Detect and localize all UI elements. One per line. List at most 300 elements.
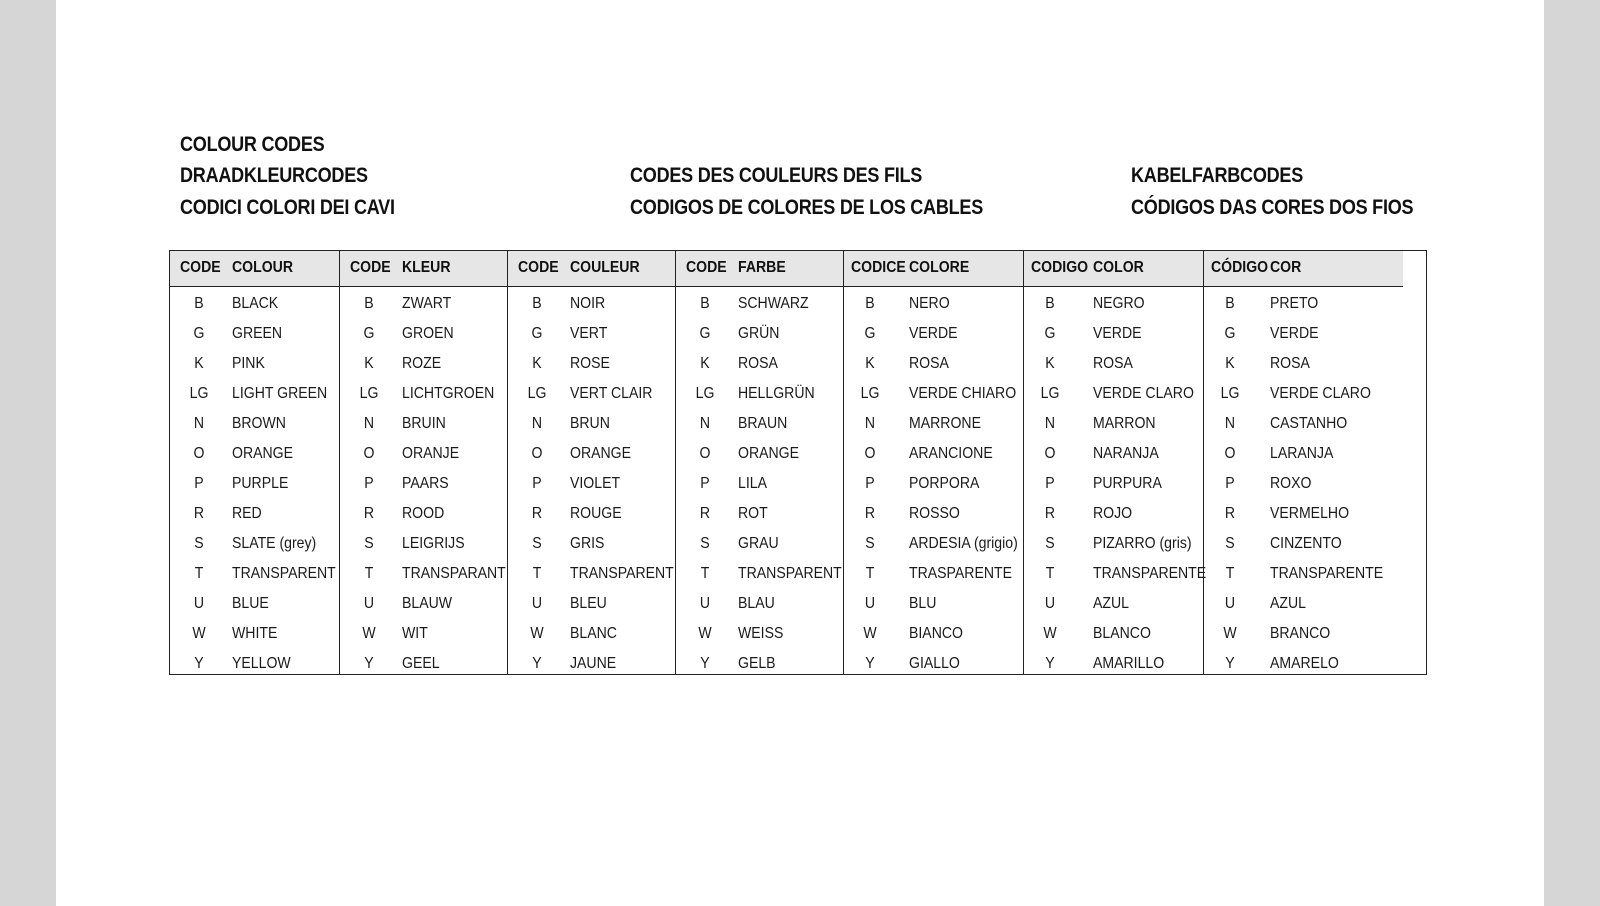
table-row [676, 382, 843, 412]
colour-code: LG [860, 385, 880, 402]
colour-code: U [363, 595, 375, 612]
colour-code: S [1225, 535, 1235, 552]
table-row [170, 322, 339, 352]
table-row [676, 322, 843, 352]
colour-name: GEEL [402, 655, 440, 672]
table-row [844, 622, 1023, 652]
code-header: CODE [686, 259, 727, 276]
table-row [844, 322, 1023, 352]
colour-code: R [1224, 505, 1236, 522]
table-row [170, 502, 339, 532]
table-row [1204, 472, 1403, 502]
table-row [340, 442, 507, 472]
code-header: CODE [180, 259, 221, 276]
heading-italian: CODICI COLORI DEI CAVI [180, 196, 395, 219]
table-row [1204, 292, 1403, 322]
colour-code: W [1223, 625, 1237, 642]
colour-code: K [700, 355, 710, 372]
table-row [844, 412, 1023, 442]
table-row [340, 652, 507, 682]
table-row [676, 442, 843, 472]
colour-name: TRANSPARENTE [1093, 565, 1207, 582]
colour-name-header: FARBE [738, 259, 786, 276]
table-row [340, 382, 507, 412]
colour-code: G [699, 325, 711, 342]
colour-code: U [699, 595, 711, 612]
table-row [508, 292, 675, 322]
colour-name: WHITE [232, 625, 278, 642]
column-header [340, 251, 507, 287]
table-column-english [170, 251, 339, 674]
colour-code: B [1045, 295, 1055, 312]
colour-code: W [362, 625, 376, 642]
colour-code: LG [527, 385, 547, 402]
colour-name: GREEN [232, 325, 283, 342]
colour-name: ROOD [402, 505, 445, 522]
colour-name: ROXO [1270, 475, 1312, 492]
colour-code: K [1045, 355, 1055, 372]
colour-name: NOIR [570, 295, 606, 312]
table-row [1204, 382, 1403, 412]
table-row [170, 562, 339, 592]
colour-code: LG [1220, 385, 1240, 402]
colour-name: BRANCO [1270, 625, 1331, 642]
colour-name: VERT CLAIR [570, 385, 653, 402]
table-row [844, 502, 1023, 532]
table-row [340, 292, 507, 322]
code-header: CODIGO [1031, 259, 1089, 276]
colour-name: GRAU [738, 535, 779, 552]
colour-code: U [1044, 595, 1056, 612]
colour-code: LG [359, 385, 379, 402]
column-rows [170, 287, 339, 682]
colour-code: Y [1045, 655, 1055, 672]
colour-code: N [1224, 415, 1236, 432]
colour-code: P [1045, 475, 1055, 492]
column-rows [844, 287, 1023, 682]
table-row [508, 352, 675, 382]
colour-code: O [363, 445, 375, 462]
colour-code: Y [700, 655, 710, 672]
colour-name: ROSA [738, 355, 778, 372]
colour-code: W [698, 625, 712, 642]
colour-code: N [1044, 415, 1056, 432]
colour-code: Y [364, 655, 374, 672]
colour-code: LG [189, 385, 209, 402]
table-row [1204, 622, 1403, 652]
colour-name: PIZARRO (gris) [1093, 535, 1192, 552]
colour-code: P [1225, 475, 1235, 492]
table-row [170, 472, 339, 502]
colour-name: BLU [909, 595, 937, 612]
colour-name: BLANC [570, 625, 617, 642]
colour-name: ZWART [402, 295, 452, 312]
colour-code: R [531, 505, 543, 522]
colour-name: ORANGE [232, 445, 294, 462]
colour-code: N [699, 415, 711, 432]
table-row [508, 622, 675, 652]
colour-name: NARANJA [1093, 445, 1159, 462]
colour-name-header: COR [1270, 259, 1302, 276]
colour-name: PURPLE [232, 475, 289, 492]
table-row [676, 352, 843, 382]
colour-name: GROEN [402, 325, 454, 342]
colour-name: TRANSPARENT [570, 565, 674, 582]
colour-code: K [865, 355, 875, 372]
table-row [170, 532, 339, 562]
colour-name: TRANSPARANT [402, 565, 506, 582]
colour-code: S [1045, 535, 1055, 552]
table-row [170, 382, 339, 412]
heading-spanish: CODIGOS DE COLORES DE LOS CABLES [630, 196, 983, 219]
colour-code: R [1044, 505, 1056, 522]
colour-name: BIANCO [909, 625, 963, 642]
colour-code: P [364, 475, 374, 492]
table-row [170, 352, 339, 382]
colour-code: G [531, 325, 543, 342]
table-row [508, 562, 675, 592]
table-row [340, 472, 507, 502]
table-row [1024, 442, 1203, 472]
colour-code: S [700, 535, 710, 552]
table-row [1024, 502, 1203, 532]
colour-name: VERDE [1093, 325, 1142, 342]
table-row [1024, 292, 1203, 322]
colour-name: AMARILLO [1093, 655, 1165, 672]
colour-name: GELB [738, 655, 776, 672]
colour-code: S [194, 535, 204, 552]
table-row [1024, 592, 1203, 622]
colour-code: B [1225, 295, 1235, 312]
colour-name: LARANJA [1270, 445, 1334, 462]
table-row [508, 412, 675, 442]
colour-code: P [700, 475, 710, 492]
colour-code: K [1225, 355, 1235, 372]
colour-code: W [530, 625, 544, 642]
colour-code: U [864, 595, 876, 612]
table-row [340, 622, 507, 652]
column-header [170, 251, 339, 287]
colour-code: W [1043, 625, 1057, 642]
colour-name: WIT [402, 625, 428, 642]
colour-code: K [532, 355, 542, 372]
colour-code: R [699, 505, 711, 522]
table-row [676, 592, 843, 622]
colour-name: BRUN [570, 415, 610, 432]
colour-name: BRUIN [402, 415, 446, 432]
table-row [676, 292, 843, 322]
colour-name: LICHTGROEN [402, 385, 495, 402]
colour-code: P [532, 475, 542, 492]
colour-code: S [364, 535, 374, 552]
table-column-portuguese [1203, 251, 1403, 674]
table-row [340, 352, 507, 382]
colour-code: LG [1040, 385, 1060, 402]
colour-code: K [194, 355, 204, 372]
colour-name: LILA [738, 475, 767, 492]
colour-name: ROSE [570, 355, 610, 372]
colour-name: ARDESIA (grigio) [909, 535, 1018, 552]
colour-code: N [531, 415, 543, 432]
colour-code: N [363, 415, 375, 432]
colour-name: CINZENTO [1270, 535, 1342, 552]
table-row [1204, 592, 1403, 622]
table-row [1204, 322, 1403, 352]
colour-code: T [194, 565, 204, 582]
colour-name: ROJO [1093, 505, 1133, 522]
colour-code-table [169, 250, 1427, 675]
colour-name: GRIS [570, 535, 605, 552]
colour-name: ORANJE [402, 445, 460, 462]
colour-code: B [865, 295, 875, 312]
colour-code: R [363, 505, 375, 522]
colour-code: N [864, 415, 876, 432]
colour-name: TRANSPARENTE [1270, 565, 1384, 582]
colour-name: JAUNE [570, 655, 617, 672]
colour-code: U [193, 595, 205, 612]
colour-name: BLEU [570, 595, 607, 612]
colour-name: ROZE [402, 355, 442, 372]
table-column-spanish [1023, 251, 1207, 674]
colour-code: B [364, 295, 374, 312]
colour-name: VERT [570, 325, 608, 342]
colour-code: S [532, 535, 542, 552]
colour-code: G [193, 325, 205, 342]
table-row [1204, 502, 1403, 532]
colour-name: RED [232, 505, 262, 522]
code-header: CODE [518, 259, 559, 276]
colour-code: O [1044, 445, 1056, 462]
table-row [1024, 652, 1203, 682]
table-row [844, 652, 1023, 682]
table-row [844, 352, 1023, 382]
colour-code: O [1224, 445, 1236, 462]
table-row [676, 502, 843, 532]
code-header: CODICE [851, 259, 906, 276]
colour-code: W [192, 625, 206, 642]
table-row [1024, 322, 1203, 352]
colour-code: O [864, 445, 876, 462]
colour-code: G [1044, 325, 1056, 342]
table-row [844, 472, 1023, 502]
colour-code: B [700, 295, 710, 312]
colour-name: BRAUN [738, 415, 788, 432]
table-row [1204, 532, 1403, 562]
column-header [844, 251, 1023, 287]
colour-name: ARANCIONE [909, 445, 993, 462]
colour-name: WEISS [738, 625, 784, 642]
colour-name: ROSA [909, 355, 949, 372]
colour-name-header: COLOUR [232, 259, 294, 276]
colour-code: Y [194, 655, 204, 672]
colour-name: PRETO [1270, 295, 1319, 312]
colour-code: O [699, 445, 711, 462]
column-rows [1204, 287, 1403, 682]
colour-name: GIALLO [909, 655, 960, 672]
colour-name-header: COLORE [909, 259, 970, 276]
table-row [508, 382, 675, 412]
colour-name: VERDE CHIARO [909, 385, 1017, 402]
table-row [1024, 532, 1203, 562]
colour-name: SLATE (grey) [232, 535, 317, 552]
colour-name: TRANSPARENT [232, 565, 336, 582]
colour-code: K [364, 355, 374, 372]
table-row [508, 322, 675, 352]
table-row [340, 532, 507, 562]
colour-name: ROSA [1093, 355, 1133, 372]
colour-code: O [531, 445, 543, 462]
colour-code: Y [865, 655, 875, 672]
table-row [1204, 352, 1403, 382]
table-row [340, 562, 507, 592]
table-column-french [507, 251, 675, 674]
colour-name: PINK [232, 355, 265, 372]
colour-name: BROWN [232, 415, 286, 432]
table-row [844, 292, 1023, 322]
colour-code: B [532, 295, 542, 312]
colour-name: AMARELO [1270, 655, 1339, 672]
table-row [676, 412, 843, 442]
table-row [676, 652, 843, 682]
table-row [1024, 472, 1203, 502]
colour-name: PAARS [402, 475, 449, 492]
colour-name: VERDE [909, 325, 958, 342]
table-row [508, 592, 675, 622]
colour-code: T [865, 565, 875, 582]
colour-name: TRANSPARENT [738, 565, 842, 582]
colour-name-header: COLOR [1093, 259, 1144, 276]
colour-name: AZUL [1270, 595, 1306, 612]
table-row [676, 472, 843, 502]
column-header [508, 251, 675, 287]
colour-name: TRASPARENTE [909, 565, 1013, 582]
colour-name: ROSA [1270, 355, 1310, 372]
colour-code: G [864, 325, 876, 342]
colour-name: BLAU [738, 595, 775, 612]
table-row [1024, 622, 1203, 652]
table-row [170, 652, 339, 682]
table-row [1024, 562, 1207, 592]
colour-code: W [863, 625, 877, 642]
table-row [508, 652, 675, 682]
colour-name: GRÜN [738, 325, 780, 342]
table-row [844, 562, 1023, 592]
table-column-dutch [339, 251, 507, 674]
colour-code: Y [1225, 655, 1235, 672]
heading-dutch: DRAADKLEURCODES [180, 164, 368, 187]
heading-english: COLOUR CODES [180, 133, 325, 156]
colour-name: VIOLET [570, 475, 621, 492]
table-row [170, 622, 339, 652]
table-row [844, 532, 1023, 562]
colour-name: YELLOW [232, 655, 291, 672]
colour-code: LG [695, 385, 715, 402]
table-row [340, 412, 507, 442]
column-header [676, 251, 843, 287]
table-row [508, 502, 675, 532]
colour-name-header: KLEUR [402, 259, 451, 276]
colour-name: MARRON [1093, 415, 1156, 432]
code-header: CÓDIGO [1211, 259, 1269, 276]
colour-name: AZUL [1093, 595, 1129, 612]
colour-name: LIGHT GREEN [232, 385, 328, 402]
colour-name: PORPORA [909, 475, 980, 492]
colour-code: T [700, 565, 710, 582]
table-column-german [675, 251, 843, 674]
table-row [1024, 412, 1203, 442]
colour-name: ROT [738, 505, 768, 522]
table-row [1024, 352, 1203, 382]
column-rows [340, 287, 507, 682]
colour-name: NERO [909, 295, 950, 312]
table-row [1024, 382, 1203, 412]
colour-name: ROUGE [570, 505, 622, 522]
colour-code: R [193, 505, 205, 522]
table-row [508, 472, 675, 502]
colour-name: ORANGE [738, 445, 800, 462]
colour-code: Y [532, 655, 542, 672]
table-row [340, 322, 507, 352]
code-header: CODE [350, 259, 391, 276]
table-row [170, 592, 339, 622]
colour-code: G [363, 325, 375, 342]
colour-name: HELLGRÜN [738, 385, 815, 402]
table-column-italian [843, 251, 1023, 674]
table-row [676, 622, 843, 652]
colour-name: ROSSO [909, 505, 960, 522]
colour-name: BLAUW [402, 595, 453, 612]
column-header [1024, 251, 1203, 287]
colour-code: P [865, 475, 875, 492]
colour-name: LEIGRIJS [402, 535, 465, 552]
colour-code: U [1224, 595, 1236, 612]
table-row [1204, 562, 1403, 592]
table-row [676, 562, 843, 592]
table-row [340, 502, 507, 532]
colour-code: T [1045, 565, 1055, 582]
colour-name: BLACK [232, 295, 279, 312]
table-row [844, 442, 1023, 472]
colour-code: T [1225, 565, 1235, 582]
colour-code: T [532, 565, 542, 582]
heading-portuguese: CÓDIGOS DAS CORES DOS FIOS [1131, 196, 1414, 219]
column-rows [1024, 287, 1207, 682]
colour-name: CASTANHO [1270, 415, 1348, 432]
colour-code: U [531, 595, 543, 612]
colour-name: NEGRO [1093, 295, 1145, 312]
document-page [56, 0, 1544, 906]
table-row [170, 412, 339, 442]
table-row [844, 382, 1023, 412]
table-row [1204, 412, 1403, 442]
colour-name: SCHWARZ [738, 295, 809, 312]
colour-name: VERDE CLARO [1270, 385, 1371, 402]
table-row [170, 292, 339, 322]
table-row [508, 532, 675, 562]
colour-name: PURPURA [1093, 475, 1162, 492]
column-rows [676, 287, 843, 682]
colour-code: G [1224, 325, 1236, 342]
colour-code: R [864, 505, 876, 522]
table-row [170, 442, 339, 472]
colour-code: O [193, 445, 205, 462]
table-row [844, 592, 1023, 622]
colour-code: S [865, 535, 875, 552]
colour-name: ORANGE [570, 445, 632, 462]
table-row [1204, 442, 1403, 472]
colour-name: MARRONE [909, 415, 981, 432]
table-row [1204, 652, 1403, 682]
